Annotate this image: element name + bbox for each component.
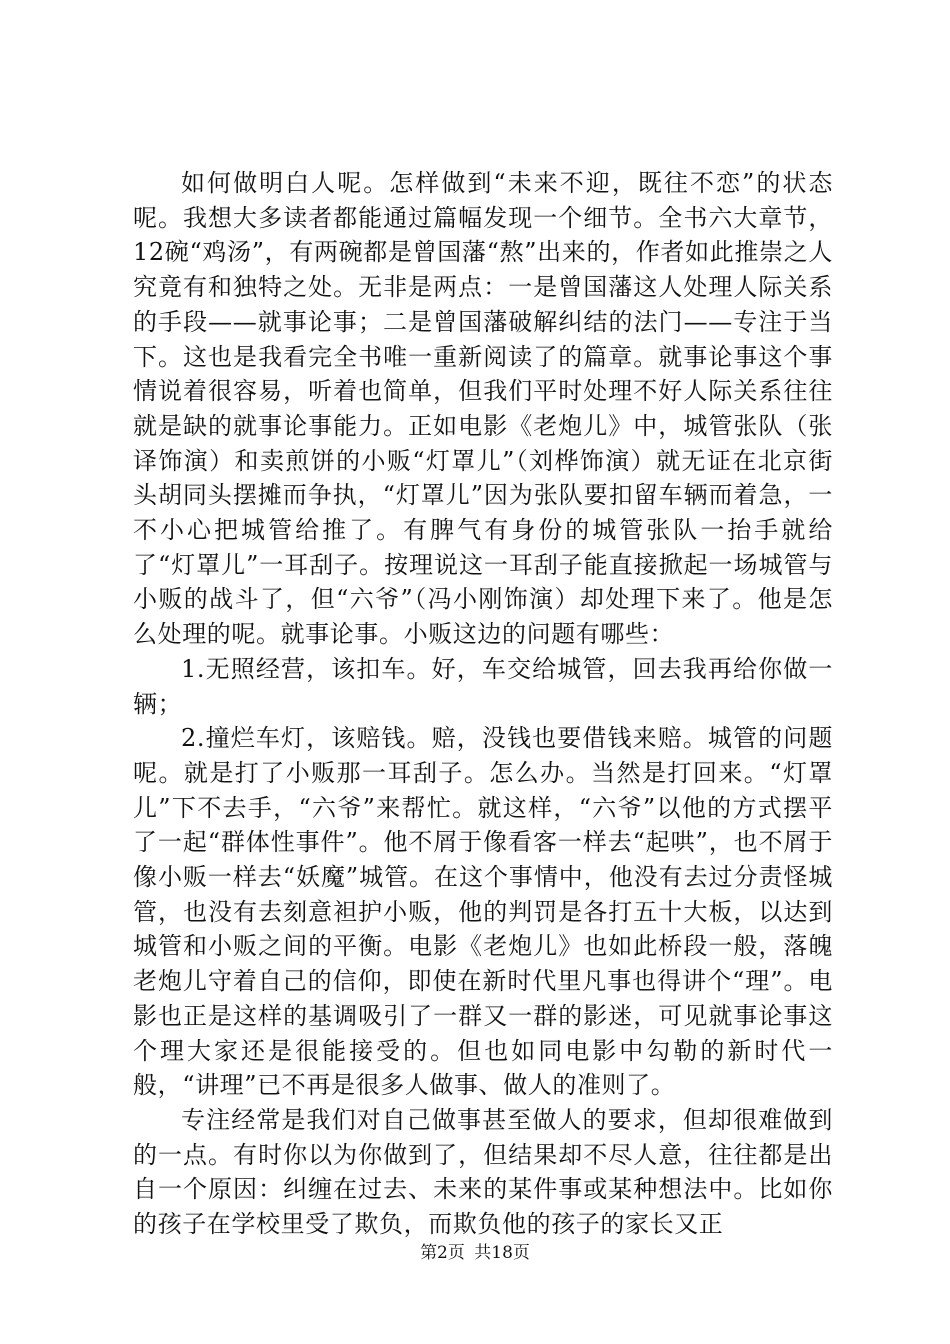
- paragraph-3: 2.撞烂车灯，该赔钱。赔，没钱也要借钱来赔。城管的问题呢。就是打了小贩那一耳刮子。怎么办。当然是打回来。“灯罩儿”下不去手，“六爷”来帮忙。就这样，“六爷”以他的方式摆平了一起“群体性事件”。他不屑于像看客一样去“起哄”，也不屑于像小贩一样去“妖魔”城管。在这个事情中，他没有去过分责怪城管，也没有去刻意袒护小贩，他的判罚是各打五十大板，以达到城管和小贩之间的平衡。电影《老炮儿》也如此桥段一般，落魄老炮儿守着自己的信仰，即使在新时代里凡事也得讲个“理”。电影也正是这样的基调吸引了一群又一群的影迷，可见就事论事这个理大家还是很能接受的。但也如同电影中勾勒的新时代一般，“讲理”已不再是很多人做事、做人的准则了。: [133, 724, 833, 1100]
- paragraph-1: 如何做明白人呢。怎样做到“未来不迎，既往不恋”的状态呢。我想大多读者都能通过篇幅发现一个细节。全书六大章节，12碗“鸡汤”，有两碗都是曾国藩“熬”出来的，作者如此推崇之人究竟有和独特之处。无非是两点：一是曾国藩这人处理人际关系的手段——就事论事；二是曾国藩破解纠结的法门——专注于当下。这也是我看完全书唯一重新阅读了的篇章。就事论事这个事情说着很容易，听着也简单，但我们平时处理不好人际关系往往就是缺的就事论事能力。正如电影《老炮儿》中，城管张队（张译饰演）和卖煎饼的小贩“灯罩儿”（刘桦饰演）就无证在北京街头胡同头摆摊而争执，“灯罩儿”因为张队要扣留车辆而着急，一不小心把城管给推了。有脾气有身份的城管张队一抬手就给了“灯罩儿”一耳刮子。按理说这一耳刮子能直接掀起一场城管与小贩的战斗了，但“六爷”（冯小刚饰演）却处理下来了。他是怎么处理的呢。就事论事。小贩这边的问题有哪些：: [133, 169, 833, 649]
- paragraph-2: 1.无照经营，该扣车。好，车交给城管，回去我再给你做一辆；: [133, 654, 833, 718]
- total-pages: 共18页: [474, 1243, 530, 1263]
- page-footer: [0, 1238, 950, 1263]
- page-number: 第2页: [420, 1243, 465, 1263]
- paragraph-4: 专注经常是我们对自己做事甚至做人的要求，但却很难做到的一点。有时你以为你做到了，但结果却不尽人意，往往都是出自一个原因：纠缠在过去、未来的某件事或某种想法中。比如你的孩子在学校里受了欺负，而欺负他的孩子的家长又正: [133, 1105, 833, 1239]
- body-text: [133, 166, 833, 1242]
